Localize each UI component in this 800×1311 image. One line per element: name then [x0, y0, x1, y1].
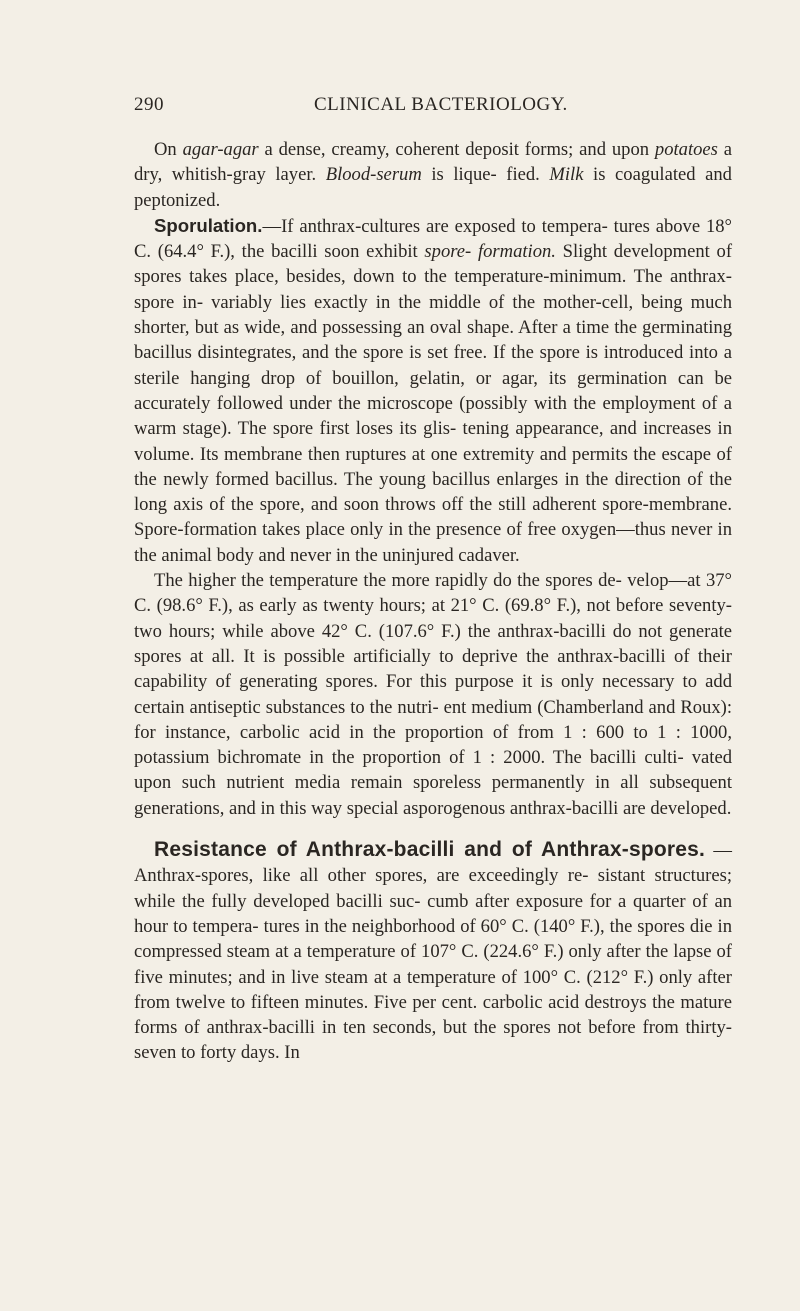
- paragraph-temperature: [134, 568, 732, 821]
- section-heading-resistance: Resistance of Anthrax-bacilli and of Anthrax-spores.: [154, 838, 706, 862]
- italic-term: Blood-serum: [325, 164, 422, 186]
- italic-term: agar-agar: [182, 139, 259, 160]
- text-run: is lique- fied.: [421, 164, 550, 186]
- text-run: is coagulated and peptonized.: [134, 164, 732, 211]
- text-run: a dry, whitish-gray layer.: [134, 139, 732, 186]
- text-run: a dense, creamy, coherent deposit forms; and upon: [258, 139, 655, 160]
- paragraph-resistance: [134, 837, 732, 1066]
- italic-term: Milk: [549, 164, 584, 186]
- text-run: —Anthrax-spores, like all other spores, are exceedingly re- sistant structures; while the fully developed bacilli suc- cumb after exposure for a quarter of an hour to tempera- tures in the neighborhood of 60° C. (140° F.), the spores die in compressed steam at a temperature of 107° C. (224.6° F.) only after the lapse of five minutes; and in live steam at a temperature of 100° C. (212° F.) only after from twelve to fifteen minutes. Five per cent. carbolic acid destroys the mature forms of anthrax-bacilli in ten seconds, but the spores not before from thirty-seven to forty days. In: [134, 840, 732, 1064]
- running-head: CLINICAL BACTERIOLOGY.: [314, 94, 568, 115]
- paragraph-culture-media: [134, 137, 732, 213]
- italic-term: potatoes: [654, 139, 718, 160]
- body-text: [134, 137, 732, 1066]
- text-run: —If anthrax-cultures are exposed to tempera- tures above 18° C. (64.4° F.), the bacilli soon exhibit: [134, 215, 732, 263]
- page-header: [134, 94, 734, 120]
- paragraph-sporulation: [134, 213, 732, 568]
- italic-term: spore- formation.: [424, 241, 556, 263]
- text-run: The higher the temperature the more rapidly do the spores de- velop—at 37° C. (98.6° F.), as early as twenty hours; at 21° C. (69.8° F.), not before seventy-two hours; while above 42° C. (107.6° F.) the anthrax-bacilli do not generate spores at all. It is possible artificially to deprive the anthrax-bacilli of their capability of generating spores. For this purpose it is only necessary to add certain antiseptic substances to the nutri- ent medium (Chamberland and Roux): for instance, carbolic acid in the proportion of from 1 : 600 to 1 : 1000, potassium bichromate in the proportion of 1 : 2000. The bacilli culti- vated upon such nutrient media remain sporeless permanently in all subsequent generations, and in this way special asporogenous anthrax-bacilli are developed.: [134, 570, 732, 819]
- text-run: Slight development of spores takes place, besides, down to the temperature-minimum. The anthrax-spore in- variably lies exactly in the middle of the mother-cell, being much shorter, but as wide, and possessing an oval shape. After a time the germinating bacillus disintegrates, and the spore is set free. If the spore is introduced into a sterile hanging drop of bouillon, gelatin, or agar, its germination can be accurately followed under the microscope (possibly with the employment of a warm stage). The spore first loses its glis- tening appearance, and increases in volume. Its membrane then ruptures at one extremity and permits the escape of the newly formed bacillus. The young bacillus enlarges in the direction of the long axis of the spore, and soon throws off the still adherent spore-membrane. Spore-formation takes place only in the presence of free oxygen—thus never in the animal body and never in the uninjured cadaver.: [134, 241, 733, 566]
- text-run: On: [154, 139, 183, 160]
- section-heading-sporulation: Sporulation.: [154, 214, 263, 236]
- page-number: 290: [134, 94, 164, 115]
